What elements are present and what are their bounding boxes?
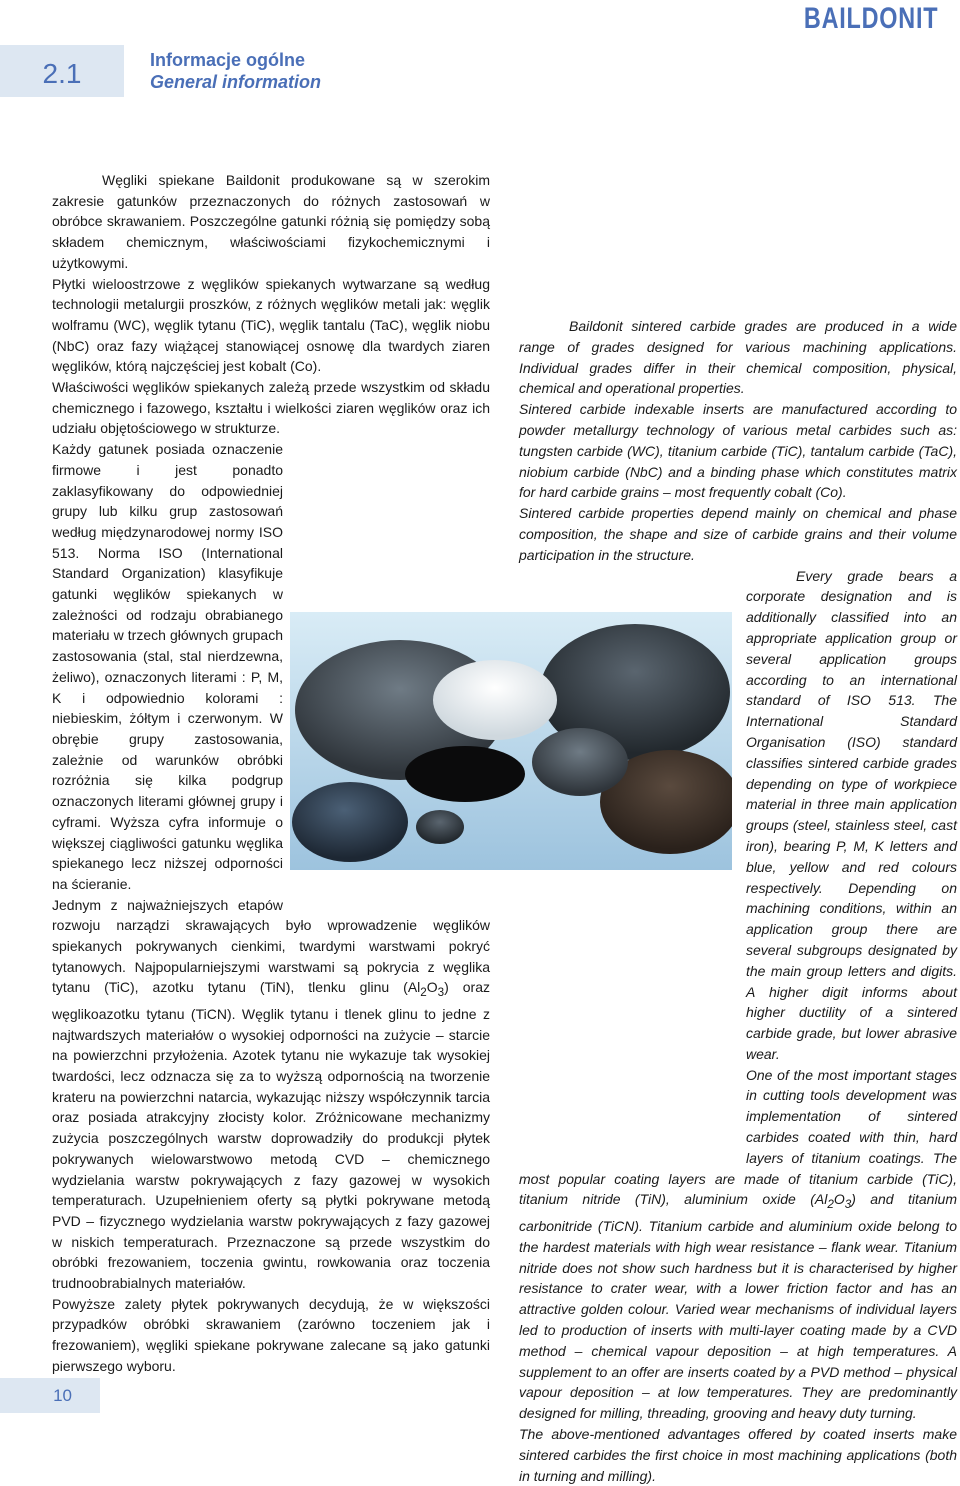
- pl-paragraph-6: Powyższe zalety płytek pokrywanych decydują, że w większości przypadków obróbki skrawaniem (zarówno toczeniem jak i frezowaniem), węgliki spiekane pokrywane zalecane są jako gatunki pierwszego wyboru.: [52, 1295, 490, 1374]
- pl-paragraph-5: [52, 895, 490, 1294]
- en-paragraph-1: Baildonit sintered carbide grades are produced in a wide range of grades designed for various machining applications. Individual grades differ in their chemical composition, physical, chemical and operational properties.: [519, 318, 957, 397]
- en-p5-sub1: 2: [827, 1198, 834, 1212]
- pl-p5-sub2: 3: [437, 986, 445, 1000]
- page-number: 10: [53, 1385, 72, 1405]
- section-number: 2.1: [42, 58, 82, 89]
- pl-paragraph-1: Węgliki spiekane Baildonit produkowane są w szerokim zakresie gatunków przeznaczonych do różnych zastosowań w obróbce skrawaniem. Poszczególne gatunki różnią się pomiędzy sobą składem chemicznym, właściwościami fizykochemicznymi i użytkowymi.: [52, 172, 490, 271]
- pl-paragraph-4-text: Każdy gatunek posiada oznaczenie firmowe i jest ponadto zaklasyfikowany do odpowiedniej grupy lub kilku grup zastosowań według międzynarodowej normy ISO 513. Norma ISO (International Standard Organization) klasyfikuje gatunki węglików spiekanych w zależności od rodzaju obrabianego materiału w trzech głównych grupach zastosowania (stal, stal nierdzewna, żeliwo), oznaczonych literami : P, M, K i odpowiednio kolorami : niebieskim, żółtym i czerwonym. W obrębie grupy zastosowania, zależnie od warunków obróbki rozróżnia się kilka podgrup oznaczonych literami głównej grupy i cyframi. Wyższa cyfra informuje o większej ciągliwości gatunku węglika spiekanego lecz niższej odporności na ścieranie.: [52, 441, 283, 892]
- carbide-powders-illustration: [290, 612, 732, 870]
- title-polish: Informacje ogólne: [150, 50, 306, 70]
- pl-paragraph-3: Właściwości węglików spiekanych zależą przede wszystkim od składu chemicznego i fazowego, kształtu i wielkości ziaren węglików oraz ich udziału objętościowego w strukturze.: [52, 379, 490, 437]
- en-p5-mid: O: [833, 1191, 845, 1208]
- pl-p5-sub1: 2: [420, 986, 427, 1000]
- pl-p5-pre: Jednym z najważniejszych etapów rozwoju narządzi skrawających było wprowadzenie węglików spiekanych pokrywanych cienkimi, twardymi warstwami pokryć tytanowych. Najpopularniejszymi warstwami są pokrycia z węglika tytanu (TiC), azotku tytanu (TiN), tlenku glinu (Al: [52, 896, 490, 996]
- pl-paragraph-2: Płytki wieloostrzowe z węglików spiekanych wytwarzane są według technologii metalurgii proszków, z różnych węglików metali jak: węglik wolframu (WC), węglik tytanu (TiC), węglik tantalu (TaC), węglik niobu (NbC) oraz fazy wiążącej stanowiącej osnowę dla twardych ziaren węglików, którą najczęściej jest kobalt (Co).: [52, 275, 490, 375]
- en-p5-pre: One of the most important stages in cutting tools development was implementation of sintered carbides coated with thin, hard layers of titanium coatings. The most popular coating layers are made of titanium carbide (TiC), titanium nitride (TiN), aluminium oxide (Al: [519, 1066, 957, 1208]
- en-p5-post: ) and titanium carbonitride (TiCN). Titanium carbide and aluminium oxide belong to the hardest materials with high wear resistance – flank wear. Titanium nitride does not show such hardness but it is characterised by higher resistance to crater wear, with a lower friction factor and has an attractive golden colour. Varied wear mechanisms of individual layers led to production of inserts with multi-layer coating made by a CVD method – chemical vapour deposition – at high temperatures. A supplement to an offer are inserts coated by a PVD method – physical vapour deposition – at low temperatures. They are predominantly designed for milling, threading, grooving and heavy duty turning.: [519, 1191, 957, 1422]
- title-english: General information: [150, 72, 322, 92]
- pl-p5-mid: O: [426, 979, 438, 996]
- page-number-box: [0, 1378, 100, 1413]
- en-paragraph-2: Sintered carbide indexable inserts are manufactured according to powder metallurgy technology of various metal carbides such as: tungsten carbide (WC), titanium carbide (TiC), tantalum carbide (TaC), niobium carbide (NbC) and a binding phase which constitutes matrix for hard carbide grains – most frequently cobalt (Co).: [519, 401, 957, 501]
- en-p5-sub2: 3: [844, 1198, 852, 1212]
- en-paragraph-6: The above-mentioned advantages offered by coated inserts make sintered carbides the first choice in most machining applications (both in turning and milling).: [519, 1426, 957, 1484]
- english-text-column: [519, 316, 957, 1486]
- baildonit-logo: BAILDONIT: [803, 2, 938, 35]
- section-number-box: [0, 45, 124, 97]
- en-paragraph-3: Sintered carbide properties depend mainly on chemical and phase composition, the shape and size of carbide grains and their volume participation in the structure.: [519, 505, 957, 563]
- carbide-powders-photo: [290, 612, 732, 870]
- pl-p5-post: ) oraz węglikoazotku tytanu (TiCN). Węglik tytanu i tlenek glinu to jedne z najtwardszych materiałów o wysokiej odporności na zużycie – starcie na powierzchni przyłożenia. Azotek tytanu nie wykazuje tak wysokiej twardości, lecz odznacza się za to wyższą odpornością na tworzenie krateru na powierzchni natarcia, wykazując niższy współczynnik tarcia oraz posiada atrakcyjny złocisty kolor. Zróżnicowane mechanizmy zużycia poszczególnych warstw doprowadziły do produkcji płytek pokrywanych wielowarstwowo metodą CVD – chemicznego wydzielania warstw pokrywających z fazy gazowej w wysokich temperaturach. Uzupełnieniem oferty są płytki pokrywane metodą PVD – fizycznego wydzielania warstw pokrywających z fazy gazowej w niskich temperaturach. Przeznaczone są przede wszystkim do obróbki frezowaniem, toczenia gwintu, rowkowania oraz toczenia trudnoobrabialnych materiałów.: [52, 979, 490, 1292]
- en-paragraph-4-text: Every grade bears a corporate designation and is additionally classified into an appropriate application group or several application groups according to an international standard of ISO 513. The International Standard Organisation (ISO) standard classifies sintered carbide grades depending on type of workpiece material in three main application groups (steel, stainless steel, cast iron), bearing P, M, K letters and blue, yellow and red colours respectively. Depending on machining conditions, within an application group there are several subgroups designated by the main group letters and digits. A higher digit informs about higher ductility of a sintered carbide grade, but lower abrasive wear.: [746, 567, 957, 1062]
